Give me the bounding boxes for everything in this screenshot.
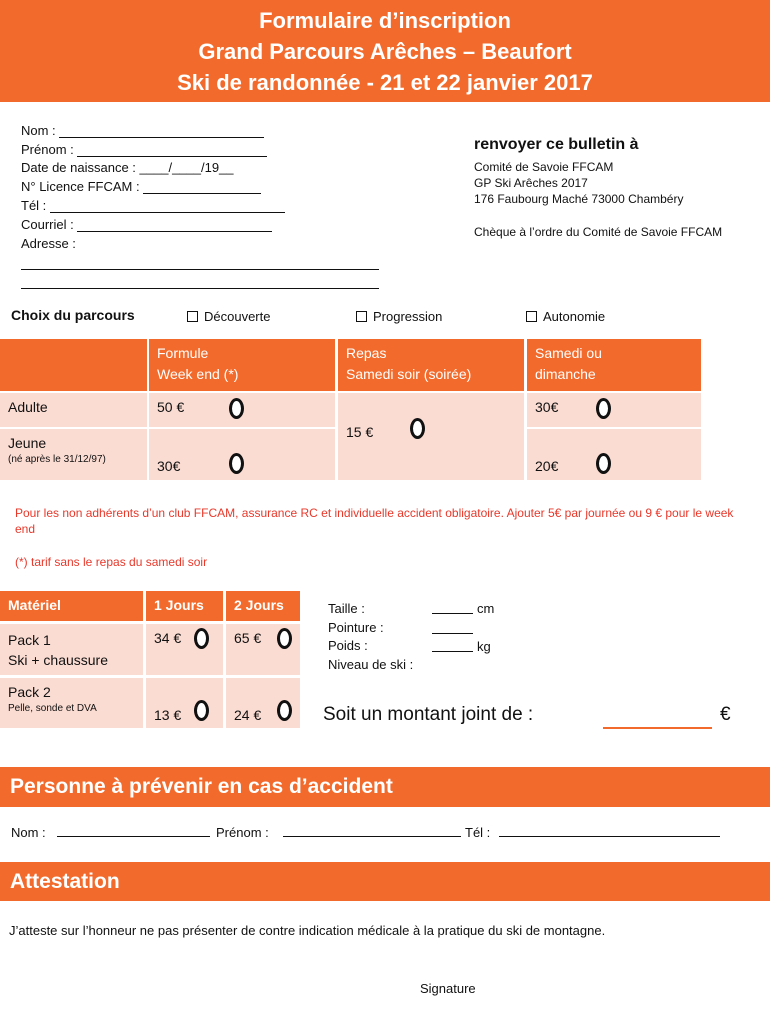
taille-line[interactable]: [432, 613, 473, 614]
radio-oval-icon[interactable]: [229, 398, 244, 419]
price: 34 €: [154, 630, 182, 646]
price: 30€: [157, 458, 181, 474]
adulte-jour-cell: [527, 393, 701, 427]
jeune-label: Jeune: [8, 435, 47, 451]
price: 65 €: [234, 630, 262, 646]
price: 13 €: [154, 707, 182, 723]
jeune-note: (né après le 31/12/97): [8, 454, 106, 465]
naissance-field[interactable]: [21, 160, 234, 175]
attestation-text: J’atteste sur l’honneur ne pas présenter de contre indication médicale à la pratique du ski de montagne.: [9, 923, 606, 938]
montant-label: Soit un montant joint de :: [323, 704, 534, 725]
naissance-label: Date de naissance :: [21, 160, 136, 175]
checkbox-icon[interactable]: [526, 311, 537, 322]
radio-oval-icon[interactable]: [194, 700, 209, 721]
header-text: Formule: [157, 345, 209, 361]
header-text: Week end (*): [157, 366, 239, 382]
radio-oval-icon[interactable]: [194, 628, 209, 649]
tarif-header-repas: [338, 339, 524, 391]
nom-field[interactable]: [21, 123, 264, 138]
assurance-note: Pour les non adhérents d’un club FFCAM, assurance RC et individuelle accident obligatoire. Ajouter 5€ par journée ou 9 € pour le week end: [15, 506, 734, 536]
materiel-header-2jours: 2 Jours: [226, 591, 300, 621]
montant-unit: €: [720, 704, 731, 725]
price: 30€: [535, 399, 559, 415]
accident-title: Personne à prévenir en cas d’accident: [0, 767, 770, 807]
poids-unit: kg: [477, 639, 491, 654]
courriel-label: Courriel :: [21, 217, 74, 232]
checkbox-icon[interactable]: [356, 311, 367, 322]
price: 20€: [535, 458, 559, 474]
tarif-header-weekend: [149, 339, 335, 391]
form-event: Grand Parcours Arêches – Beaufort: [198, 39, 572, 64]
pack-name: Pack 1: [8, 632, 51, 648]
pack2-label: [0, 678, 143, 728]
adresse-label: Adresse :: [21, 236, 76, 251]
radio-oval-icon[interactable]: [596, 453, 611, 474]
adresse-line-1[interactable]: [21, 269, 379, 270]
signature-label: Signature: [420, 981, 476, 996]
accident-tel-label: Tél :: [465, 825, 491, 840]
radio-oval-icon[interactable]: [229, 453, 244, 474]
option-label: Progression: [373, 309, 443, 324]
tarif-header-jour: [527, 339, 701, 391]
form-date: Ski de randonnée - 21 et 22 janvier 2017: [177, 70, 593, 95]
accident-nom-label: Nom :: [11, 825, 46, 840]
adresse-line-2[interactable]: [21, 288, 379, 289]
option-autonomie[interactable]: [526, 309, 605, 324]
cheque-info: Chèque à l’ordre du Comité de Savoie FFCAM: [474, 225, 723, 239]
row-jeune-label: [0, 429, 147, 480]
nom-line[interactable]: [59, 125, 264, 138]
tel-label: Tél :: [21, 198, 47, 213]
form-title: Formulaire d’inscription: [259, 8, 511, 33]
attestation-title: Attestation: [0, 862, 770, 901]
send-line-1: Comité de Savoie FFCAM: [474, 160, 614, 174]
jeune-jour-cell: [527, 429, 701, 480]
tel-line[interactable]: [50, 200, 285, 213]
prenom-line[interactable]: [77, 144, 267, 157]
price: 15 €: [346, 424, 374, 440]
accident-tel-line[interactable]: [499, 836, 720, 837]
pointure-line[interactable]: [432, 633, 473, 634]
accident-prenom-label: Prénom :: [216, 825, 269, 840]
accident-nom-line[interactable]: [57, 836, 210, 837]
tarif-note: (*) tarif sans le repas du samedi soir: [15, 555, 208, 569]
courriel-line[interactable]: [77, 219, 272, 232]
naissance-fill[interactable]: ____/____/19__: [139, 160, 234, 175]
price: 24 €: [234, 707, 262, 723]
radio-oval-icon[interactable]: [277, 700, 292, 721]
nom-label: Nom :: [21, 123, 56, 138]
tarif-header-empty: [0, 339, 147, 391]
send-title: renvoyer ce bulletin à: [474, 136, 639, 153]
taille-unit: cm: [477, 601, 495, 616]
price: 50 €: [157, 399, 185, 415]
pointure-label: Pointure :: [328, 620, 384, 635]
adulte-weekend-cell: [149, 393, 335, 427]
radio-oval-icon[interactable]: [410, 418, 425, 439]
send-line-3: 176 Faubourg Maché 73000 Chambéry: [474, 192, 684, 206]
send-line-2: GP Ski Arêches 2017: [474, 176, 588, 190]
option-label: Autonomie: [543, 309, 606, 324]
prenom-field[interactable]: [21, 142, 267, 157]
jeune-weekend-cell: [149, 429, 335, 480]
poids-label: Poids :: [328, 638, 368, 653]
radio-oval-icon[interactable]: [596, 398, 611, 419]
tel-field[interactable]: [21, 198, 285, 213]
taille-label: Taille :: [328, 601, 365, 616]
pack1-2jours-cell: [226, 624, 300, 675]
radio-oval-icon[interactable]: [277, 628, 292, 649]
checkbox-icon[interactable]: [187, 311, 198, 322]
pack1-1jour-cell: [146, 624, 223, 675]
header-text: Repas: [346, 345, 387, 361]
montant-line[interactable]: [603, 727, 712, 729]
send-address: [474, 159, 683, 207]
courriel-field[interactable]: [21, 217, 272, 232]
header-text: Samedi soir (soirée): [346, 366, 472, 382]
header-text: dimanche: [535, 366, 596, 382]
prenom-label: Prénom :: [21, 142, 74, 157]
accident-prenom-line[interactable]: [283, 836, 461, 837]
pack-desc: Ski + chaussure: [8, 652, 108, 668]
form-header: [0, 0, 770, 102]
repas-cell: [338, 393, 524, 480]
licence-label: N° Licence FFCAM :: [21, 179, 140, 194]
niveau-label: Niveau de ski :: [328, 657, 414, 672]
parcours-label: Choix du parcours: [11, 307, 135, 323]
option-label: Découverte: [204, 309, 271, 324]
header-text: Samedi ou: [535, 345, 602, 361]
row-adulte-label: [0, 393, 147, 427]
licence-line[interactable]: [143, 181, 261, 194]
pack1-label: [0, 624, 143, 675]
pack-desc: Pelle, sonde et DVA: [8, 703, 97, 714]
option-progression[interactable]: [356, 309, 442, 324]
pack2-2jours-cell: [226, 678, 300, 728]
materiel-header: Matériel: [0, 591, 143, 621]
poids-line[interactable]: [432, 651, 473, 652]
adulte-label: Adulte: [8, 399, 48, 415]
licence-field[interactable]: [21, 179, 261, 194]
pack-name: Pack 2: [8, 684, 51, 700]
pack2-1jour-cell: [146, 678, 223, 728]
materiel-header-1jour: 1 Jours: [146, 591, 223, 621]
option-decouverte[interactable]: [187, 309, 270, 324]
